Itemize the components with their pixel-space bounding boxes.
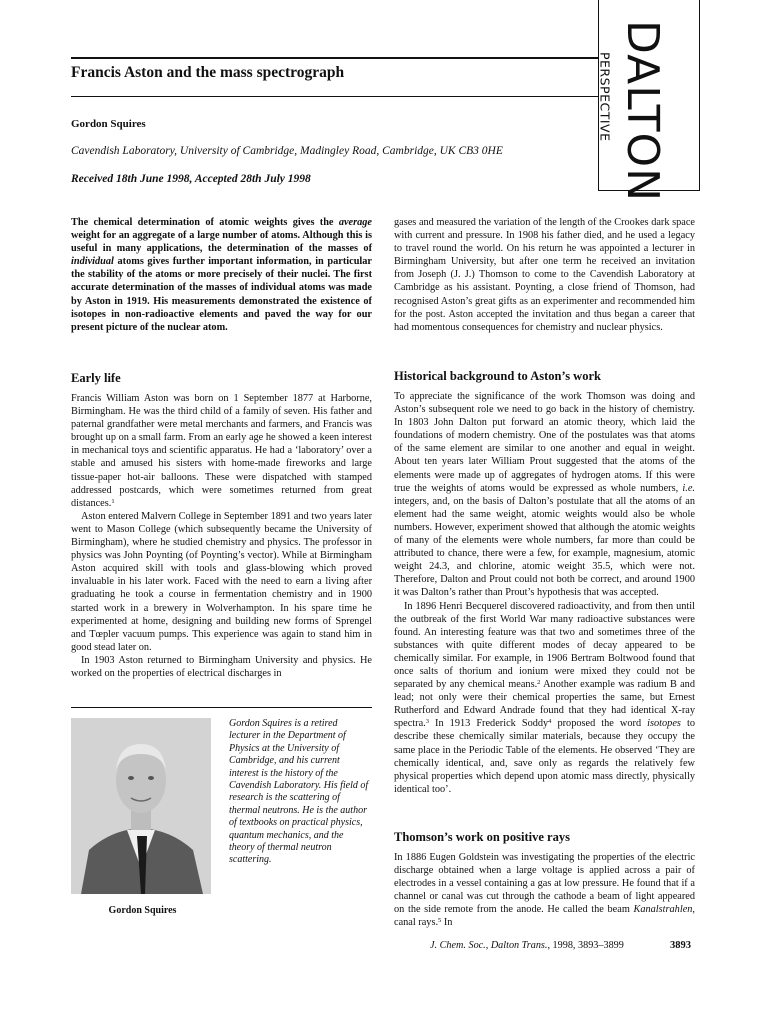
- paragraph: In 1886 Eugen Goldstein was investigating the properties of the electric discharge obtained when a large voltage is applied across a pair of electrodes in a vessel containing a gas at low pressure. He found that if a channel or canal was cut through the cathode a beam of light appeared on the side remote from the anode. He called the beam Kanalstrahlen, canal rays.$^5$ In: [394, 852, 695, 929]
- paragraph: To appreciate the significance of the work Thomson was doing and Aston’s subsequent role we need to go back in the history of chemistry. In 1803 John Dalton put forward an atomic theory, which laid the foundations of modern chemistry. One of the postulates was that atoms of the same element are similar to one another and equal in weight. About ten years later William Prout suggested that the atoms of the elements were made up of aggregates of hydrogen atoms. If this were true the weights of atoms would be expressed as whole numbers, i.e. integers, and, on the basis of Dalton’s postulate that all the atoms of an element had the same weight, atomic weights would also be whole numbers. However, experiment showed that although the atomic weights of many of the elements were whole numbers, far more than could be attributed to chance, there were a few, for example, magnesium, atomic weight 24.3, and chlorine, atomic weight 35.5, which were not. Therefore, Dalton and Prout could not both be correct, and around 1900 it was Dalton’s rather than Prout’s hypothesis that was accepted.: [394, 391, 695, 599]
- bio-caption: Gordon Squires is a retired lecturer in the Department of Physics at the University of Cambridge, and his current interest is the history of the Cavendish Laboratory. His field of research is the scattering of thermal neutrons. He is the author of textbooks on practical physics, quantum mechanics, and the theory of thermal neutron scattering.: [229, 718, 369, 866]
- top-rule: [71, 57, 598, 59]
- received-dates: Received 18th June 1998, Accepted 28th July 1998: [71, 173, 311, 185]
- page-number: 3893: [670, 940, 691, 951]
- author-affiliation: Cavendish Laboratory, University of Cambridge, Madingley Road, Cambridge, UK CB3 0HE: [71, 145, 503, 157]
- abstract-emphasis: individual: [71, 256, 114, 268]
- paragraph: In 1903 Aston returned to Birmingham University and physics. He worked on the properties of electrical discharges in: [71, 654, 372, 679]
- reference: 2: [537, 679, 541, 687]
- reference: 3: [425, 718, 429, 726]
- reference: 5: [438, 917, 442, 925]
- abstract-text: weight for an aggregate of a large number of atoms. Although this is useful in many applications, the determination of the masses of: [71, 230, 372, 255]
- author-name: Gordon Squires: [71, 118, 146, 130]
- title-rule: [71, 96, 598, 97]
- reference: 1: [111, 497, 115, 505]
- journal-name: J. Chem. Soc., Dalton Trans.: [430, 940, 548, 951]
- author-photo: [71, 718, 211, 894]
- abstract-emphasis: average: [338, 217, 372, 228]
- bio-top-rule: [71, 707, 372, 708]
- paragraph: In 1896 Henri Becquerel discovered radioactivity, and from then until the outbreak of the first World War many radioactive substances were found. An interesting feature was that two and sometimes three of the substances with quite different modes of decay appeared to be chemically similar. For example, in 1906 Bertram Boltwood found that once salts of thorium and ionium were mixed they could not be separated by any chemical means.$^2$ Another example was radium B and lead; not only were their chemical properties the same, but Ernest Rutherford and Edward Andrade found that they had identical X-ray spectra.$^3$ In 1913 Frederick Soddy$^4$ proposed the word isotopes to describe these chemically similar materials, because they occupy the same place in the Periodic Table of the elements. He observed ‘They are chemically identical, and, save only as regards the relatively few physical properties which depend upon atomic mass directly, physically identical too’.: [394, 600, 695, 795]
- footer-citation: [430, 940, 624, 951]
- photo-label: Gordon Squires: [108, 905, 177, 916]
- heading-early-life: Early life: [71, 371, 121, 385]
- right-column-top: [394, 216, 695, 334]
- section-label: PERSPECTIVE: [597, 52, 613, 142]
- paragraph: Aston entered Malvern College in September 1891 and two years later went to Mason College (which subsequently became the University of Birmingham), where he studied chemistry and physics. The professor in physics was John Poynting (of Poynting’s vector). While at Birmingham Aston acquired skill with tools and glass-blowing which proved invaluable in his later work. Faced with the need to earn a living after graduating he took a course in fermentation chemistry and in 1900 started work in a brewery in Wolverhampton. In his spare time he experimented at home, designing and building new forms of Sprengel and Tœpler vacuum pumps. This experience was again to stand him in good stead later on.: [71, 510, 372, 653]
- heading-thomson: Thomson’s work on positive rays: [394, 830, 570, 844]
- abstract: [71, 216, 372, 334]
- historical-body: [394, 390, 695, 796]
- journal-masthead: DALTON: [617, 20, 668, 203]
- paragraph: gases and measured the variation of the length of the Crookes dark space with current and pressure. In 1908 his father died, and he used a legacy to travel round the world. On his return he was appointed a lecturer in Birmingham University, but after one term he received an invitation from Joseph (J. J.) Thomson to come to the Cavendish Laboratory at Cambridge as his assistant. Poynting, a close friend of Thomson, had recognised Aston’s great gifts as an experimenter and recommended him for the post. Aston accepted the invitation and thus began a career that had momentous consequences for chemistry and nuclear physics.: [394, 217, 695, 333]
- thomson-body: [394, 851, 695, 930]
- heading-historical: Historical background to Aston’s work: [394, 369, 601, 383]
- paragraph: Francis William Aston was born on 1 September 1877 at Harborne, Birmingham. He was the third child of a family of seven. His father and paternal grandfather were metal merchants and farmers, and Francis was brought up on a small farm. From an early age he showed a keen interest in mechanical toys and scientific apparatus. He had a ‘laboratory’ over a stable and amused his sisters with home-made fireworks and large tissue-paper hot-air balloons. These were dispatched with stamped addressed postcards, which were sometimes returned from great distances.$^1$: [71, 393, 372, 509]
- abstract-text: atoms gives further important information, in particular the stability of the atoms or more precisely of their nuclei. The first accurate determination of the masses of individual atoms was made by Aston in 1919. His measurements demonstrated the existence of isotopes in non-radioactive elements and paved the way for our present picture of the nuclear atom.: [71, 256, 372, 333]
- abstract-text: The chemical determination of atomic weights gives the: [71, 217, 339, 228]
- citation-details: , 1998, 3893–3899: [547, 940, 624, 951]
- early-life-body: [71, 392, 372, 680]
- article-title: Francis Aston and the mass spectrograph: [71, 64, 345, 81]
- reference: 4: [548, 718, 552, 726]
